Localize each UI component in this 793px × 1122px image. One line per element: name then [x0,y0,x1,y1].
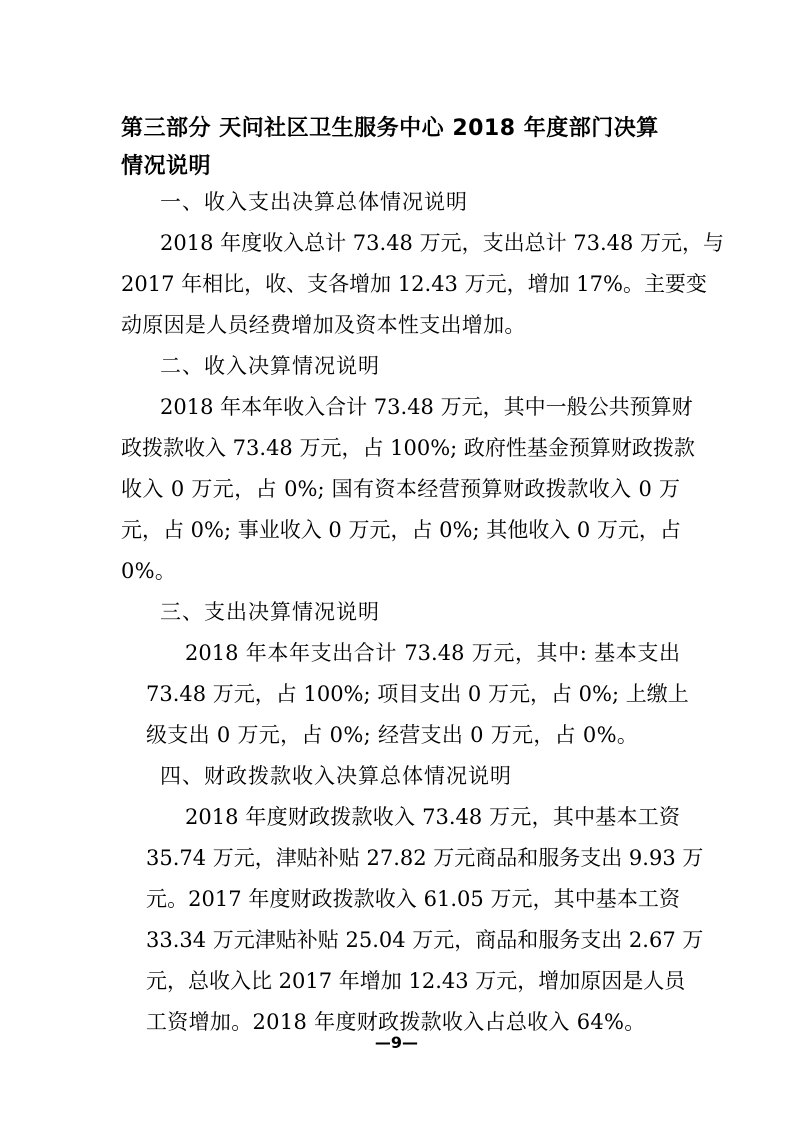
section-heading-2: 二、收入决算情况说明 [160,354,380,378]
section-3-line-2: 73.48 万元，占 100%; 项目支出 0 万元，占 0%; 上缴上 [146,682,689,706]
section-2-line-4: 元，占 0%; 事业收入 0 万元，占 0%; 其他收入 0 万元，占 [121,518,681,542]
section-4-line-3: 元。2017 年度财政拨款收入 61.05 万元，其中基本工资 [146,887,680,911]
page-title: 第三部分 天问社区卫生服务中心 2018 年度部门决算情况说明 [121,116,659,179]
section-2-line-1: 2018 年本年收入合计 73.48 万元，其中一般公共预算财 [160,395,693,419]
section-4-line-5: 元，总收入比 2017 年增加 12.43 万元，增加原因是人员 [146,969,686,993]
section-4-line-6: 工资增加。2018 年度财政拨款收入占总收入 64%。 [146,1010,646,1034]
section-2-line-2: 政拨款收入 73.48 万元，占 100%; 政府性基金预算财政拨款 [121,436,695,460]
section-1-line-2: 2017 年相比，收、支各增加 12.43 万元，增加 17%。主要变 [121,272,707,296]
section-2-line-3: 收入 0 万元，占 0%; 国有资本经营预算财政拨款收入 0 万 [121,477,680,501]
section-1-line-1: 2018 年度收入总计 73.48 万元，支出总计 73.48 万元，与 [160,231,725,255]
section-4-line-2: 35.74 万元，津贴补贴 27.82 万元商品和服务支出 9.93 万 [146,846,704,870]
section-heading-1: 一、收入支出决算总体情况说明 [160,190,468,214]
section-4-line-4: 33.34 万元津贴补贴 25.04 万元，商品和服务支出 2.67 万 [146,928,704,952]
section-3-line-3: 级支出 0 万元，占 0%; 经营支出 0 万元，占 0%。 [146,723,639,747]
section-4-line-1: 2018 年度财政拨款收入 73.48 万元，其中基本工资 [185,805,680,829]
section-heading-3: 三、支出决算情况说明 [160,600,380,624]
page-number: —9— [374,1033,419,1052]
section-1-line-3: 动原因是人员经费增加及资本性支出增加。 [121,313,526,337]
section-2-line-5: 0%。 [121,559,177,583]
section-3-line-1: 2018 年本年支出合计 73.48 万元，其中: 基本支出 [185,641,680,665]
section-heading-4: 四、财政拨款收入决算总体情况说明 [160,764,512,788]
